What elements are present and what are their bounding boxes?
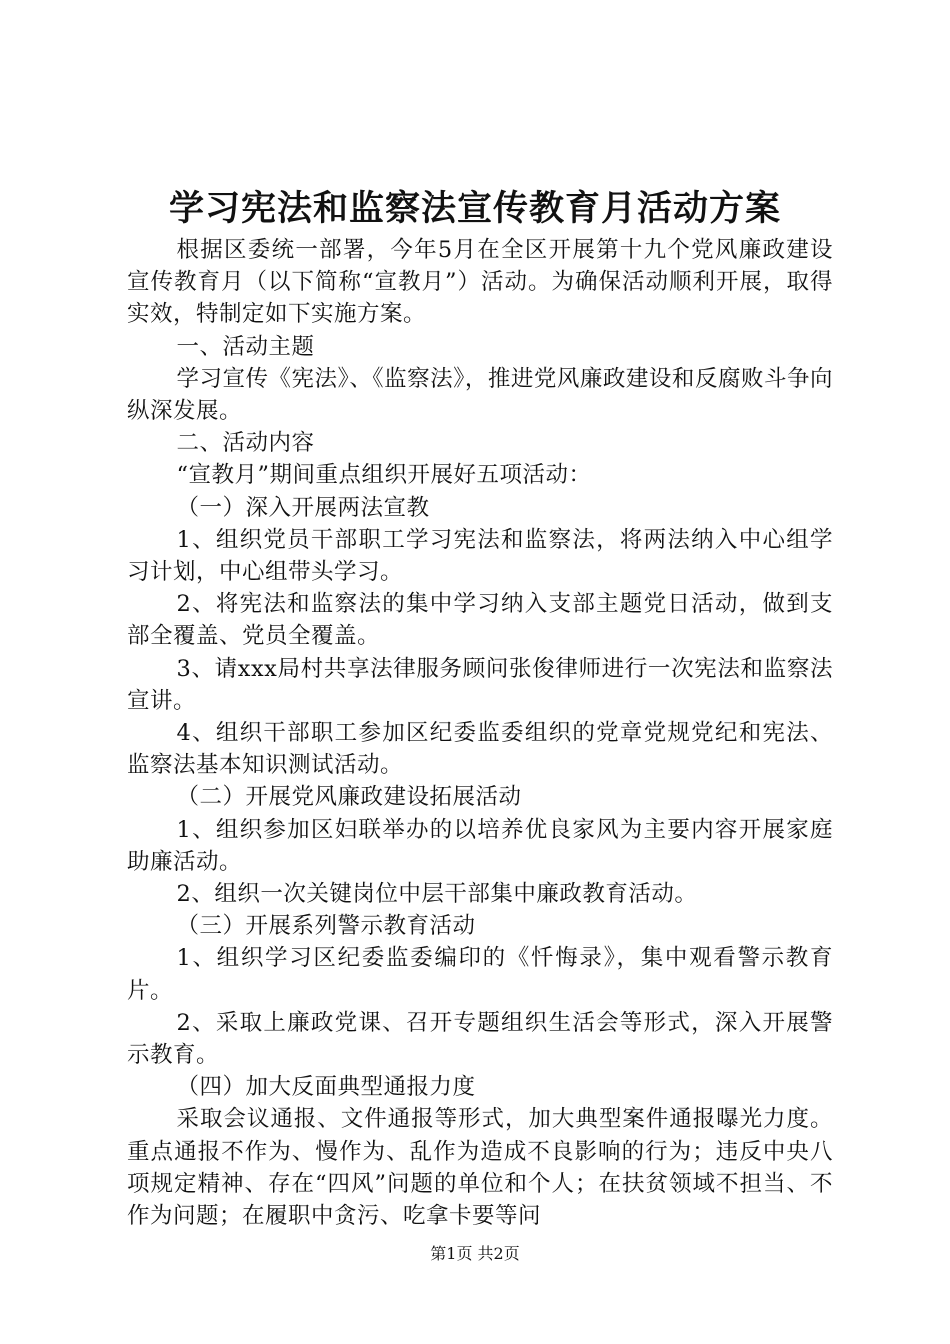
- section-heading-content: 二、活动内容: [176, 430, 315, 457]
- list-item: 2、采取上廉政党课、召开专题组织生活会等形式，深入开展警示教育。: [127, 1009, 833, 1069]
- paragraph-report: 采取会议通报、文件通报等形式，加大典型案件通报曝光力度。重点通报不作为、慢作为、乱作为造成不良影响的行为；违反中央八项规定精神、存在“四风”问题的单位和个人；在扶贫领域不担当、不作为问题；在履职中贪污、吃拿卡要等问: [127, 1106, 833, 1230]
- subsection-heading-3: （三）开展系列警示教育活动: [176, 913, 476, 940]
- list-item: 4、组织干部职工参加区纪委监委组织的党章党规党纪和宪法、监察法基本知识测试活动。: [127, 720, 833, 779]
- document-title: 学习宪法和监察法宣传教育月活动方案: [168, 188, 781, 229]
- subsection-heading-4: （四）加大反面典型通报力度: [176, 1074, 476, 1101]
- list-item: 1、组织学习区纪委监委编印的《忏悔录》，集中观看警示教育片。: [127, 945, 833, 1004]
- page-number-footer: 第1页 共2页: [430, 1244, 520, 1263]
- list-item: 3、请xxx局村共享法律服务顾问张俊律师进行一次宪法和监察法宣讲。: [127, 655, 833, 714]
- document-body: [127, 234, 833, 1232]
- paragraph-content-intro: “宣教月”期间重点组织开展好五项活动：: [176, 462, 592, 489]
- list-item: 2、将宪法和监察法的集中学习纳入支部主题党日活动，做到支部全覆盖、党员全覆盖。: [127, 591, 833, 650]
- list-item: 1、组织参加区妇联举办的以培养优良家风为主要内容开展家庭助廉活动。: [127, 816, 833, 875]
- paragraph-theme: 学习宣传《宪法》、《监察法》，推进党风廉政建设和反腐败斗争向纵深发展。: [127, 365, 833, 425]
- list-item: 2、组织一次关键岗位中层干部集中廉政教育活动。: [176, 881, 698, 908]
- subsection-heading-1: （一）深入开展两法宣教: [176, 494, 430, 521]
- subsection-heading-2: （二）开展党风廉政建设拓展活动: [176, 784, 522, 811]
- section-heading-theme: 一、活动主题: [176, 333, 315, 360]
- list-item: 1、组织党员干部职工学习宪法和监察法，将两法纳入中心组学习计划，中心组带头学习。: [127, 526, 833, 586]
- paragraph-intro: 根据区委统一部署，今年5月在全区开展第十九个党风廉政建设宣传教育月（以下简称“宣教月”）活动。为确保活动顺利开展，取得实效，特制定如下实施方案。: [127, 237, 833, 328]
